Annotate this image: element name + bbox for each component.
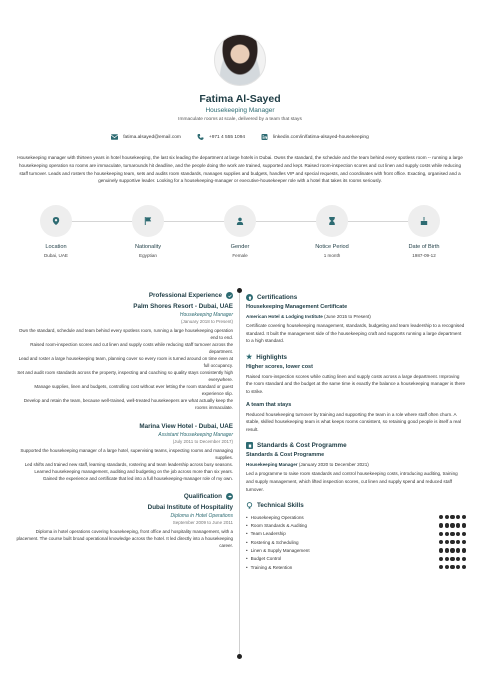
rating-dot (439, 523, 443, 527)
certification-issuer: American Hotel & Lodging Institute (246, 314, 323, 319)
rating-dot (456, 557, 460, 561)
qualification-institution: Dubai Institute of Hospitality (147, 504, 233, 511)
timeline-dot-top (237, 288, 242, 293)
skills-list (246, 513, 466, 571)
candidate-name: Fatima Al-Sayed (199, 93, 281, 105)
graduation-cap-icon (226, 493, 233, 500)
fact-label: Location (45, 244, 67, 250)
certification-dates: (June 2015 to Present) (324, 314, 371, 319)
certifications-heading-text: Certifications (257, 294, 298, 301)
rating-dot (456, 515, 460, 519)
certifications-heading (246, 294, 466, 301)
skill-name: • Room Standards & Auditing (246, 523, 307, 528)
skill-rating (439, 565, 466, 569)
linkedin-text: linkedin.com/in/fatima-alsayed-housekeeping (273, 134, 369, 140)
job-entry (16, 423, 233, 482)
rating-dot (450, 540, 454, 544)
fact-notice-period (292, 205, 372, 258)
phone-icon (197, 134, 204, 140)
rating-dot (439, 557, 443, 561)
skill-row (246, 538, 466, 546)
fact-value: 1 month (323, 253, 341, 258)
rating-dot (456, 565, 460, 569)
highlight-text: Raised room-inspection scores while cutting linen and supply costs across a large department. Improving the room standard and the budget at the same time is exactly the balance a housekeeping manager is there to strike. (246, 373, 466, 394)
fact-label: Date of Birth (408, 244, 440, 250)
standards-heading-text: Standards & Cost Programme (257, 442, 347, 450)
skill-row (246, 513, 466, 521)
rating-dot (445, 557, 449, 561)
rating-dot (439, 565, 443, 569)
job-bullet: Develop and retain the team, because well-trained, well-treated housekeepers are what actually keep the rooms immaculate. (23, 398, 233, 410)
timeline-dot-bottom (237, 654, 242, 659)
skill-row (246, 521, 466, 529)
rating-dot (445, 540, 449, 544)
contact-linkedin[interactable] (261, 134, 369, 140)
cake-icon (420, 217, 428, 225)
rating-dot (439, 515, 443, 519)
professional-summary: Housekeeping manager with thirteen years in hotel housekeeping, the last six leading the department at large hotels in Dubai. Owns the standard, the schedule and the team behind every spotless room -- running a large housekeeping operation so rooms are immaculate, turnarounds hit deadline, and the people doing the work are trained, supported and kept. Raised room-inspection scores and cut linen and supply costs while reducing staff turnover. Leads and rosters the housekeeping team, sets and audits room standards, manages supplies and budgets, handles VIP and special requests, and coordinates with front office. Exacting, organised and a genuinely supportive leader. Looking for a housekeeping-manager or executive-housekeeper role with a hotel that takes its rooms seriously. (17, 155, 463, 184)
job-role: Assistant Housekeeping Manager (158, 432, 233, 438)
qualification-heading-text: Qualification (183, 493, 222, 500)
fact-label: Gender (230, 244, 250, 250)
rating-dot (462, 565, 466, 569)
skill-name: • Linen & Supply Management (246, 548, 310, 553)
rating-dot (445, 532, 449, 536)
highlight-text: Reduced housekeeping turnover by training and supporting the team in a role where staff often churn. A stable, skilled housekeeping team is what keeps rooms consistent, so retaining good people is itself a real result. (246, 411, 462, 432)
rating-dot (439, 532, 443, 536)
standards-dates: (January 2020 to December 2021) (298, 462, 369, 468)
job-bullet: Raised room-inspection scores and cut linen and supply costs while reducing staff turnover across the department. (30, 342, 233, 354)
fact-circle (224, 205, 256, 237)
qualification-dates: September 2009 to June 2011 (172, 520, 233, 525)
rating-dot (439, 548, 443, 552)
job-bullet: Supported the housekeeping manager of a large hotel, supervising teams, inspecting rooms and managing supplies. (20, 448, 233, 460)
hourglass-icon (328, 217, 336, 225)
fact-circle (40, 205, 72, 237)
certification-description: Certificate covering housekeeping management, standards, budgeting and team leadership to a recognised standard. It built the management side of the housekeeping craft and supports running a large department to a high standard. (246, 323, 465, 344)
profile-photo (214, 34, 266, 86)
candidate-title: Housekeeping Manager (205, 107, 275, 114)
right-column (246, 294, 466, 571)
job-bullet: Lead and roster a large housekeeping team, planning cover so every room is turned around on time even at full occupancy. (18, 356, 233, 368)
skill-name: • Rostering & Scheduling (246, 540, 299, 545)
skill-name: • Housekeeping Operations (246, 515, 304, 520)
contact-phone[interactable] (197, 134, 245, 140)
job-employer: Palm Shores Resort - Dubai, UAE (133, 303, 233, 310)
phone-text: +971 4 555 1094 (208, 134, 246, 140)
standards-heading (246, 442, 466, 449)
job-bullets (16, 447, 233, 482)
standards-description: Led a programme to raise room standards and control housekeeping costs, introducing auditing, training and supply management, which lifted inspection scores, cut linen and supply spend and reduced staff turnover. (246, 471, 458, 492)
skill-name: • Budget Control (246, 556, 281, 561)
qualification-description: Diploma in hotel operations covering housekeeping, front office and hospitality management, with a placement. The course built broad operational knowledge across the hotel. It led directly into a housekeeping career. (16, 529, 233, 548)
skill-row (246, 555, 466, 563)
rating-dot (456, 532, 460, 536)
job-bullet: Set and audit room standards across the property, inspecting and coaching so quality stays consistently high everywhere. (17, 370, 233, 382)
certification-name: Housekeeping Management Certificate (246, 304, 348, 310)
experience-heading (16, 292, 233, 299)
person-icon (236, 217, 244, 225)
highlights-heading-text: Highlights (256, 353, 288, 361)
skill-rating (439, 532, 466, 536)
email-icon (111, 134, 118, 140)
flag-icon (144, 217, 152, 225)
job-dates: (July 2011 to December 2017) (172, 439, 233, 444)
star-icon: ★ (246, 353, 253, 361)
fact-circle (408, 205, 440, 237)
job-bullet: Led shifts and trained new staff, learning standards, rostering and team leadership across busy seasons. (24, 462, 233, 467)
candidate-tagline: Immaculate rooms at scale, delivered by a team that stays (178, 117, 302, 122)
timeline-divider (239, 290, 240, 656)
rating-dot (445, 565, 449, 569)
rating-dot (439, 540, 443, 544)
certification-issuer-line (246, 314, 466, 319)
fact-value: Egyptian (139, 253, 157, 258)
skill-name: • Team Leadership (246, 531, 286, 536)
standards-subtitle: Standards & Cost Programme (246, 452, 325, 459)
contact-row (0, 134, 480, 140)
fact-nationality (108, 205, 188, 258)
rating-dot (450, 557, 454, 561)
linkedin-icon (261, 134, 268, 140)
rating-dot (445, 523, 449, 527)
skill-row (246, 563, 466, 571)
certificate-icon (246, 294, 253, 301)
rating-dot (450, 548, 454, 552)
rating-dot (445, 548, 449, 552)
fact-value: Female (232, 253, 248, 258)
job-entry (16, 303, 233, 411)
skill-rating (439, 523, 466, 527)
experience-heading-text: Professional Experience (148, 292, 222, 299)
skill-name: • Training & Retention (246, 565, 292, 570)
fact-location (16, 205, 96, 258)
standards-role: Housekeeping Manager (246, 462, 298, 468)
skills-heading-text: Technical Skills (257, 502, 304, 510)
rating-dot (456, 540, 460, 544)
rating-dot (450, 515, 454, 519)
fact-value: Dubai, UAE (43, 253, 68, 258)
job-bullets (16, 327, 233, 411)
fact-value: 1987-09-12 (412, 253, 436, 258)
skill-row (246, 530, 466, 538)
skills-heading (246, 502, 466, 509)
fact-label: Nationality (134, 244, 162, 250)
skill-rating (439, 540, 466, 544)
job-dates: (January 2018 to Present) (180, 319, 233, 324)
personal-facts (16, 205, 464, 265)
skill-rating (439, 515, 466, 519)
highlight-title: Higher scores, lower cost (246, 363, 313, 370)
job-role: Housekeeping Manager (179, 312, 233, 318)
standards-role-line (246, 462, 466, 467)
rating-dot (462, 557, 466, 561)
rating-dot (462, 532, 466, 536)
highlight-title: A team that stays (246, 401, 292, 408)
clipboard-icon (246, 442, 253, 449)
qualification-heading (16, 493, 233, 500)
rating-dot (450, 565, 454, 569)
rating-dot (462, 515, 466, 519)
rating-dot (450, 532, 454, 536)
skill-row (246, 546, 466, 554)
rating-dot (450, 523, 454, 527)
rating-dot (462, 523, 466, 527)
highlights-heading (246, 354, 466, 361)
fact-date-of-birth (384, 205, 464, 258)
rating-dot (456, 548, 460, 552)
job-bullet: Manage supplies, linen and budgets, controlling cost without ever letting the room standard or guest experience slip. (34, 384, 233, 396)
fact-label: Notice Period (315, 244, 349, 250)
skill-rating (439, 548, 466, 552)
left-column (16, 292, 233, 549)
job-bullet: Learned housekeeping management, auditing and budgeting on the job across more than six years. (34, 469, 233, 474)
check-badge-icon (226, 292, 233, 299)
rating-dot (456, 523, 460, 527)
email-text: fatima.alsayed@email.com (123, 134, 181, 140)
rating-dot (462, 548, 466, 552)
job-employer: Marina View Hotel - Dubai, UAE (139, 423, 233, 430)
lightbulb-icon (246, 502, 253, 509)
rating-dot (462, 540, 466, 544)
qualification-degree: Diploma in Hotel Operations (170, 513, 233, 519)
fact-gender (200, 205, 280, 258)
job-bullet: Own the standard, schedule and team behind every spotless room, running a large housekeeping operation end to end. (18, 328, 233, 340)
rating-dot (445, 515, 449, 519)
skill-rating (439, 557, 466, 561)
location-icon (52, 217, 60, 225)
fact-circle (132, 205, 164, 237)
job-bullet: Gained the experience and certificate that led into a full housekeeping-manager role of my own. (42, 476, 233, 481)
fact-circle (316, 205, 348, 237)
contact-email[interactable] (111, 134, 181, 140)
